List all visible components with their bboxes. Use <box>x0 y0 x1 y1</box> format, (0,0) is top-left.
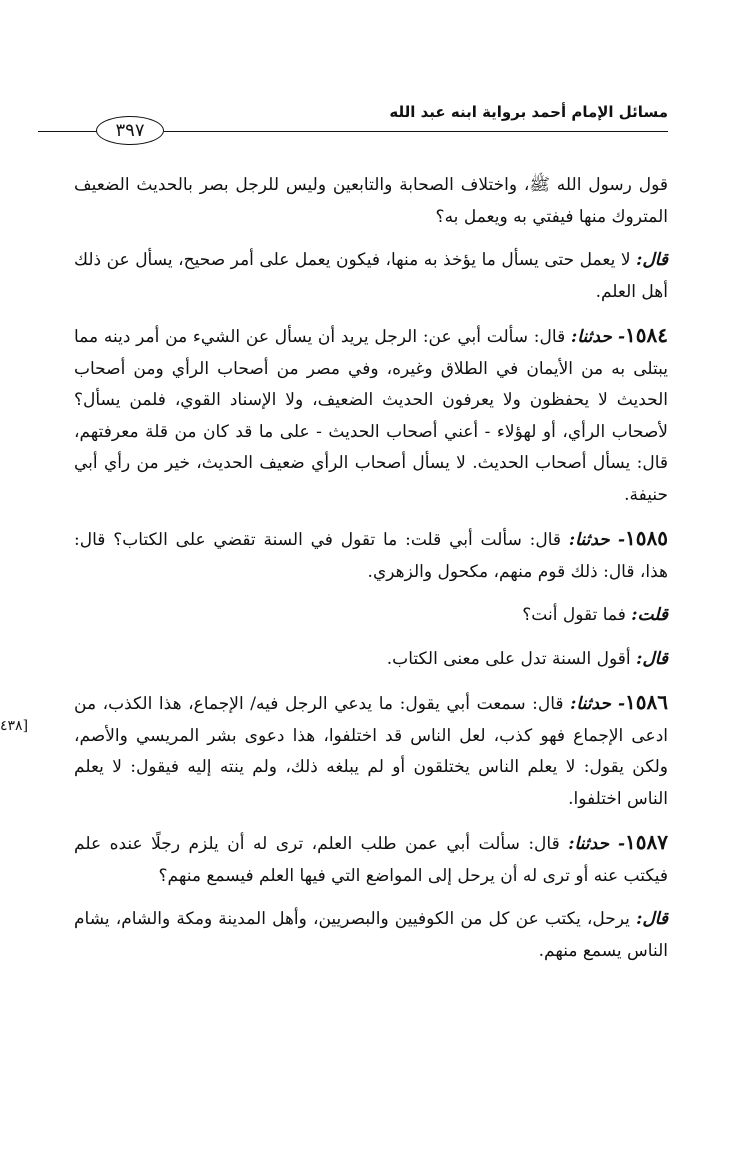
running-header-title: مسائل الإمام أحمد برواية ابنه عبد الله <box>389 103 668 121</box>
speaker-label: قال: <box>636 648 668 669</box>
paragraph-text: قال: سألت أبي عمن طلب العلم، ترى له أن يلزم رجلًا عنده علم فيكتب عنه أو ترى له أن يرحل إلى المواضع التي فيها العلم فيسمع منهم؟ <box>74 834 668 886</box>
margin-reference: [٤٣٨ <box>0 718 29 734</box>
narration-label: - حدثنا: <box>570 694 626 714</box>
entry-number: ١٥٨٦ <box>625 690 668 714</box>
entry-1584 <box>74 320 668 511</box>
paragraph-text: يرحل، يكتب عن كل من الكوفيين والبصريين، وأهل المدينة ومكة والشام، يشام الناس يسمع منهم. <box>74 909 668 961</box>
paragraph-1 <box>74 170 668 233</box>
paragraph-answer <box>74 644 668 676</box>
entry-number: ١٥٨٤ <box>625 323 668 347</box>
speaker-label: قال: <box>636 909 668 929</box>
speaker-label: قلت: <box>631 605 668 625</box>
narration-label: - حدثنا: <box>568 834 626 854</box>
entry-1585 <box>74 523 668 588</box>
paragraph-2 <box>74 245 668 308</box>
entry-1587 <box>74 827 668 892</box>
entry-1586 <box>74 687 668 815</box>
paragraph-text: لا يعمل حتى يسأل ما يؤخذ به منها، فيكون يعمل على أمر صحيح، يسأل عن ذلك أهل العلم. <box>74 250 668 302</box>
header-rule-left <box>38 131 98 132</box>
narration-label: - حدثنا: <box>570 327 626 347</box>
paragraph-text: قال: سألت أبي قلت: ما تقول في السنة تقضي على الكتاب؟ قال: هذا، قال: ذلك قوم منهم، مكحول والزهري. <box>74 530 668 582</box>
paragraph-text: قال: سألت أبي عن: الرجل يريد أن يسأل عن الشيء من أمر دينه مما يبتلى به من الأيمان في الطلاق وغيره، وفي مصر من أصحاب الرأي ومن أصحاب الحديث لا يحفظون ولا يعرفون الحديث الضعيف، ولا الإسناد القوي، فلمن يسأل؟ لأصحاب الرأي، أو لهؤلاء - أعني أصحاب الحديث - على ما قد كان من قلة معرفتهم، قال: يسأل أصحاب الحديث. لا يسأل أصحاب الرأي ضعيف الحديث، خير من رأي أبي حنيفة. <box>74 327 668 505</box>
entry-number: ١٥٨٧ <box>625 830 668 854</box>
page-number: ٣٩٧ <box>96 116 164 145</box>
header-rule <box>164 131 668 132</box>
paragraph-question <box>74 600 668 632</box>
speaker-label: قال: <box>636 250 668 270</box>
page-body <box>74 170 668 979</box>
paragraph-text: أقول السنة تدل على معنى الكتاب. <box>386 648 637 669</box>
paragraph-text: قال: سمعت أبي يقول: ما يدعي الرجل فيه/ الإجماع، هذا الكذب، من ادعى الإجماع فهو كذب، لعل الناس قد اختلفوا، هذا دعوى بشر المريسي والأصم، ولكن يقول: لا يعلم الناس يختلقون أو لم يبلغه ذلك، ولم ينته إليه فيقول: لا يعلم الناس اختلفوا. <box>74 694 668 809</box>
narration-label: - حدثنا: <box>568 530 626 550</box>
paragraph-text: فما تقول أنت؟ <box>522 605 632 625</box>
paragraph-final <box>74 904 668 967</box>
entry-number: ١٥٨٥ <box>625 526 668 550</box>
paragraph-text: قول رسول الله ﷺ، واختلاف الصحابة والتابعين وليس للرجل بصر بالحديث الضعيف المتروك منها فيفتي به ويعمل به؟ <box>74 175 668 227</box>
